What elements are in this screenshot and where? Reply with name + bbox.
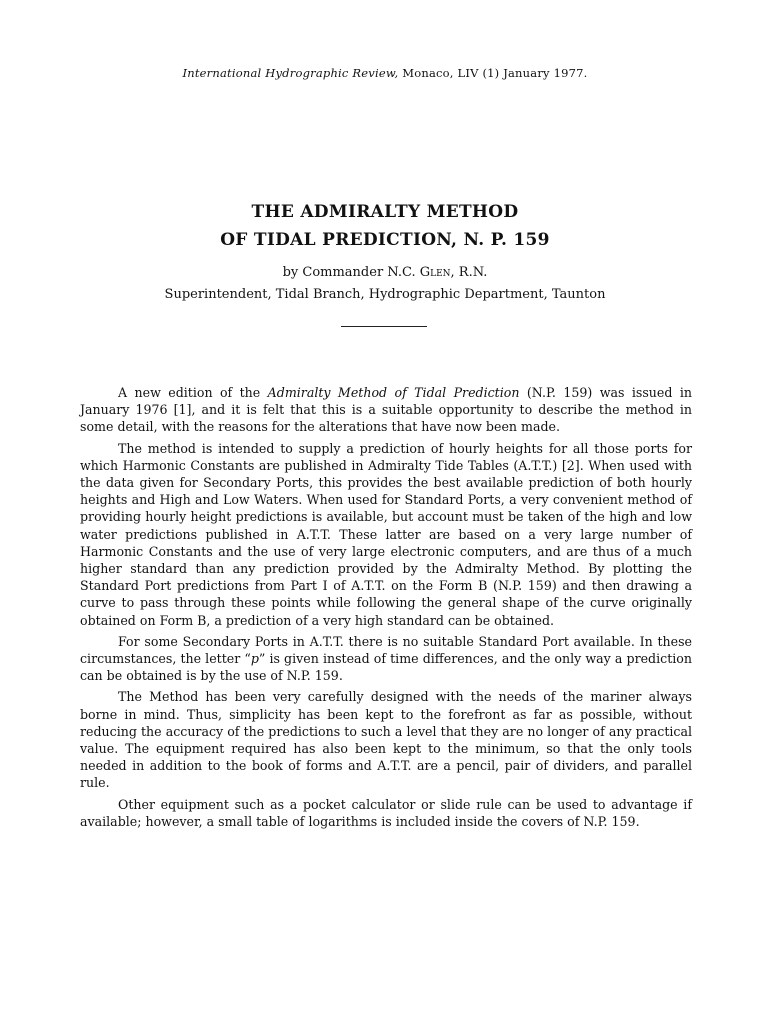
article-title [0, 198, 770, 254]
paragraph-3: For some Secondary Ports in A.T.T. there is no suitable Standard Port available. In these circumstances, the letter “p” is given instead of time differences, and the only way a prediction can be obtained is by the use of N.P. 159. [80, 633, 692, 684]
journal-name: International Hydrographic Review, [182, 66, 399, 80]
byline [0, 262, 770, 306]
paragraph-1: A new edition of the Admiralty Method of Tidal Prediction (N.P. 159) was issued in January 1976 [1], and it is felt that this is a suitable opportunity to describe the method in some detail, with the reasons for the alterations that have now been made. [80, 385, 692, 435]
title-divider [341, 326, 427, 327]
letter-p: p [250, 651, 259, 667]
paragraph-4: The Method has been very carefully designed with the needs of the mariner always borne in mind. Thus, simplicity has been kept to the forefront as far as possible, without reducing the accuracy of the predictions to such a level that they are no longer of any practical value. The equipment required has also been kept to the minimum, so that the only tools needed in addition to the book of forms and A.T.T. are a pencil, pair of dividers, and parallel rule. [80, 689, 692, 791]
title-line-2: OF TIDAL PREDICTION, N. P. 159 [220, 230, 550, 250]
article-body [80, 384, 692, 834]
book-title: Admiralty Method of Tidal Prediction [267, 385, 520, 400]
author-prefix: by Commander N.C. [282, 265, 416, 280]
title-line-1: THE ADMIRALTY METHOD [251, 202, 519, 222]
paragraph-2: The method is intended to supply a prediction of hourly heights for all those ports for which Harmonic Constants are published in Admiralty Tide Tables (A.T.T.) [2]. When used with the data given for Secondary Ports, this provides the best available prediction of both hourly heights and High and Low Waters. When used for Standard Ports, a very convenient method of providing hourly height predictions is available, but account must be taken of the high and low water predictions published in A.T.T. These latter are based on a very large number of Harmonic Constants and the use of very large electronic computers, and are thus of a much higher standard than any prediction provided by the Admiralty Method. By plotting the Standard Port predictions from Part I of A.T.T. on the Form B (N.P. 159) and then drawing a curve to pass through these points while following the general shape of the curve originally obtained on Form B, a prediction of a very high standard can be obtained. [80, 440, 692, 628]
author-suffix: , R.N. [450, 265, 488, 280]
issue-details: Monaco, LIV (1) January 1977. [402, 66, 588, 80]
author-surname: Glen [419, 265, 451, 280]
author-affiliation: Superintendent, Tidal Branch, Hydrographic Department, Taunton [164, 287, 606, 302]
running-head [0, 66, 770, 80]
paragraph-5: Other equipment such as a pocket calculator or slide rule can be used to advantage if available; however, a small table of logarithms is included inside the covers of N.P. 159. [80, 796, 692, 829]
author-line [0, 262, 770, 284]
